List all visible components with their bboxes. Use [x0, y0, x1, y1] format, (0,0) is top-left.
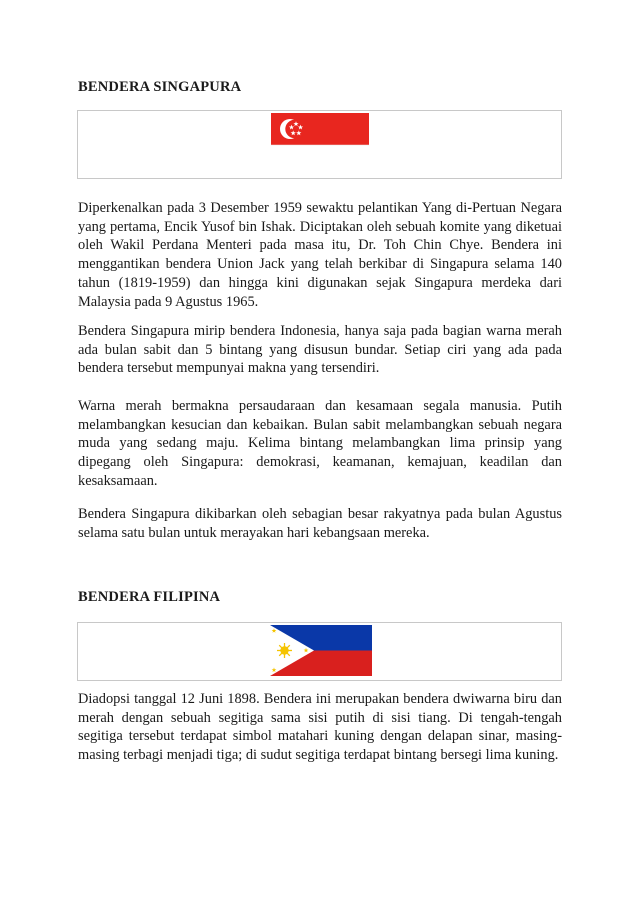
- paragraph: Diadopsi tanggal 12 Juni 1898. Bendera ini merupakan bendera dwiwarna biru dan merah dengan sebuah segitiga sama sisi putih di sisi tiang. Di tengah-tengah segitiga tersebut terdapat simbol matahari kuning dengan delapan sinar, masing-masing terbagi menjadi tiga; di sudut segitiga terdapat bintang bersegi lima kuning.: [78, 691, 562, 764]
- crescent-inner: [285, 120, 303, 138]
- philippines-flag-frame: [77, 622, 562, 681]
- paragraph: Bendera Singapura dikibarkan oleh sebagian besar rakyatnya pada bulan Agustus selama satu bulan untuk merayakan hari kebangsaan mereka.: [78, 506, 562, 541]
- paragraph: Diperkenalkan pada 3 Desember 1959 sewaktu pelantikan Yang di-Pertuan Negara yang pertama, Encik Yusof bin Ishak. Diciptakan oleh sebuah komite yang diketuai oleh Wakil Perdana Menteri pada masa itu, Dr. Toh Chin Chye. Bendera ini menggantikan bendera Union Jack yang telah berkibar di Singapura selama 140 tahun (1819-1959) dan hingga kini digunakan sejak Singapura merdeka dari Malaysia pada 9 Agustus 1965.: [78, 200, 562, 310]
- philippines-flag-icon: [270, 625, 372, 676]
- heading-singapore: BENDERA SINGAPURA: [78, 79, 242, 95]
- sun-icon: [277, 643, 292, 658]
- flag-white-band: [271, 145, 369, 177]
- heading-philippines: BENDERA FILIPINA: [78, 589, 221, 605]
- singapore-flag-frame: [77, 110, 562, 179]
- paragraph: Warna merah bermakna persaudaraan dan kesamaan segala manusia. Putih melambangkan kesucian dan kebaikan. Bulan sabit melambangkan sebuah negara muda yang sedang maju. Kelima bintang melambangkan lima prinsip yang dipegang oleh Singapura: demokrasi, keamanan, kemajuan, keadilan dan kesaksamaan.: [78, 398, 562, 489]
- paragraph: Bendera Singapura mirip bendera Indonesia, hanya saja pada bagian warna merah ada bulan sabit dan 5 bintang yang disusun bundar. Setiap ciri yang ada pada bendera tersebut mempunyai makna yang tersendiri.: [78, 323, 562, 377]
- singapore-flag-icon: [271, 113, 369, 177]
